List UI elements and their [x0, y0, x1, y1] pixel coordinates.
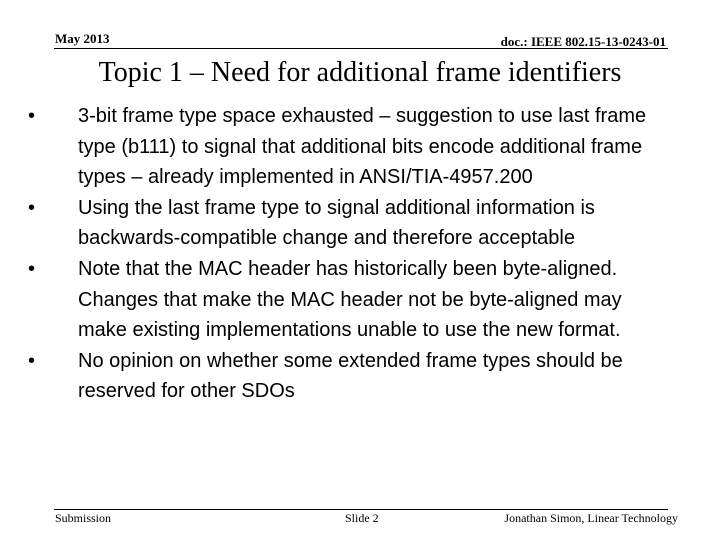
header-doc-id: doc.: IEEE 802.15-13-0243-01 — [500, 34, 666, 49]
bullet-marker: • — [28, 105, 36, 127]
footer-submission: Submission — [55, 511, 112, 525]
slide-title: Topic 1 – Need for additional frame identifiers — [98, 57, 622, 88]
header-date: May 2013 — [55, 31, 110, 46]
footer-slide-number: Slide 2 — [345, 511, 379, 525]
bullet-text: Using the last frame type to signal additional information is backwards-compatible change and therefore acceptable — [78, 196, 595, 250]
bullet-text: Note that the MAC header has historically been byte-aligned. Changes that make the MAC header not be byte-aligned may make existing implementations unable to use the new format. — [78, 257, 622, 342]
header-divider — [54, 48, 668, 49]
bullet-item — [28, 254, 668, 346]
bullet-marker: • — [28, 257, 36, 280]
bullet-text: No opinion on whether some extended frame types should be reserved for other SDOs — [78, 349, 623, 403]
bullet-list — [28, 101, 668, 407]
bullet-item — [28, 193, 668, 254]
footer-divider — [54, 509, 668, 510]
bullet-marker: • — [28, 196, 36, 219]
bullet-marker: • — [28, 349, 36, 372]
footer-author: Jonathan Simon, Linear Technology — [504, 511, 678, 525]
bullet-text: 3-bit frame type space exhausted – suggestion to use last frame type (b111) to signal that additional bits encode additional frame types – already implemented in ANSI/TIA-4957.200 — [78, 105, 647, 189]
bullet-item — [28, 101, 668, 193]
bullet-item — [28, 346, 668, 407]
